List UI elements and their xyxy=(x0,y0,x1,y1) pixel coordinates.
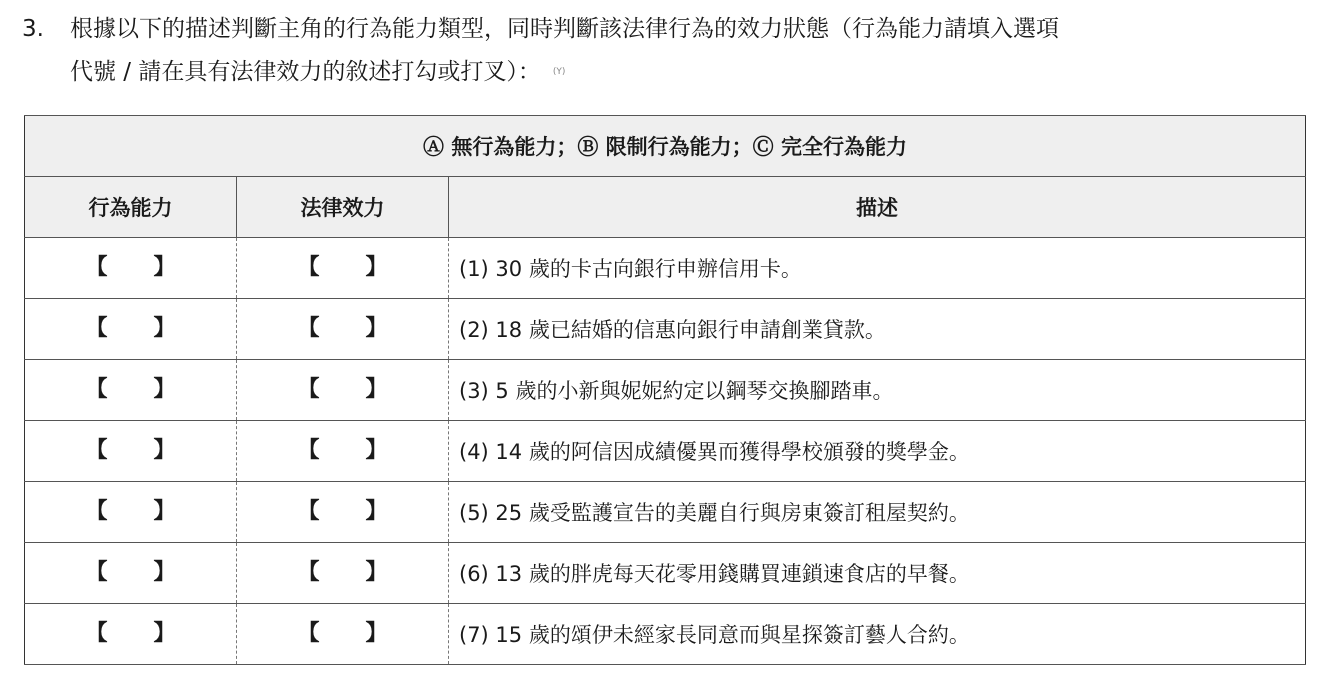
validity-answer-blank[interactable] xyxy=(298,250,388,281)
legend-text: Ⓐ 無行為能力；Ⓑ 限制行為能力；Ⓒ 完全行為能力 xyxy=(25,116,1306,177)
bracket-close: 】 xyxy=(365,438,388,463)
bracket-open: 【 xyxy=(85,499,108,524)
bracket-close: 】 xyxy=(365,377,388,402)
ability-answer-cell[interactable] xyxy=(25,421,237,482)
row-description: (4) 14 歲的阿信因成績優異而獲得學校頒發的獎學金。 xyxy=(449,421,1306,482)
validity-answer-blank[interactable] xyxy=(298,372,388,403)
legend-row xyxy=(25,116,1306,177)
question-tag: (Y) xyxy=(552,67,566,77)
validity-answer-cell[interactable] xyxy=(237,238,449,299)
validity-answer-blank[interactable] xyxy=(298,433,388,464)
bracket-close: 】 xyxy=(153,621,176,646)
validity-answer-blank[interactable] xyxy=(298,494,388,525)
bracket-close: 】 xyxy=(153,560,176,585)
table-row xyxy=(25,543,1306,604)
bracket-close: 】 xyxy=(365,255,388,280)
ability-answer-cell[interactable] xyxy=(25,299,237,360)
table-row xyxy=(25,421,1306,482)
bracket-open: 【 xyxy=(85,255,108,280)
bracket-open: 【 xyxy=(297,560,320,585)
answer-table xyxy=(24,115,1306,665)
bracket-close: 】 xyxy=(153,377,176,402)
bracket-open: 【 xyxy=(85,377,108,402)
bracket-close: 】 xyxy=(365,621,388,646)
table-row xyxy=(25,299,1306,360)
row-description: (1) 30 歲的卡古向銀行申辦信用卡。 xyxy=(449,238,1306,299)
validity-answer-cell[interactable] xyxy=(237,421,449,482)
bracket-close: 】 xyxy=(365,499,388,524)
ability-answer-cell[interactable] xyxy=(25,360,237,421)
header-description: 描述 xyxy=(449,177,1306,238)
table-body xyxy=(25,238,1306,665)
question-text xyxy=(22,8,1312,94)
row-description: (6) 13 歲的胖虎每天花零用錢購買連鎖速食店的早餐。 xyxy=(449,543,1306,604)
bracket-open: 【 xyxy=(85,560,108,585)
row-description: (3) 5 歲的小新與妮妮約定以鋼琴交換腳踏車。 xyxy=(449,360,1306,421)
row-description: (2) 18 歲已結婚的信惠向銀行申請創業貸款。 xyxy=(449,299,1306,360)
table-row xyxy=(25,238,1306,299)
question-line-2-text: 代號 / 請在具有法律效力的敘述打勾或打叉）： xyxy=(70,59,541,85)
validity-answer-cell[interactable] xyxy=(237,543,449,604)
ability-answer-blank[interactable] xyxy=(86,311,176,342)
ability-answer-cell[interactable] xyxy=(25,482,237,543)
validity-answer-cell[interactable] xyxy=(237,604,449,665)
validity-answer-cell[interactable] xyxy=(237,299,449,360)
table-row xyxy=(25,482,1306,543)
bracket-open: 【 xyxy=(297,316,320,341)
bracket-close: 】 xyxy=(365,560,388,585)
bracket-close: 】 xyxy=(365,316,388,341)
ability-answer-cell[interactable] xyxy=(25,604,237,665)
question-line-1 xyxy=(22,8,1312,51)
ability-answer-blank[interactable] xyxy=(86,616,176,647)
question-line-1-text: 根據以下的描述判斷主角的行為能力類型，同時判斷該法律行為的效力狀態（行為能力請填入選項 xyxy=(70,16,1059,42)
bracket-open: 【 xyxy=(297,499,320,524)
bracket-open: 【 xyxy=(85,621,108,646)
question-line-2 xyxy=(22,51,1312,94)
ability-answer-cell[interactable] xyxy=(25,238,237,299)
bracket-open: 【 xyxy=(297,255,320,280)
row-description: (7) 15 歲的頌伊未經家長同意而與星探簽訂藝人合約。 xyxy=(449,604,1306,665)
question-number: 3. xyxy=(22,16,44,42)
row-description: (5) 25 歲受監護宣告的美麗自行與房東簽訂租屋契約。 xyxy=(449,482,1306,543)
ability-answer-blank[interactable] xyxy=(86,555,176,586)
ability-answer-blank[interactable] xyxy=(86,433,176,464)
validity-answer-blank[interactable] xyxy=(298,616,388,647)
ability-answer-blank[interactable] xyxy=(86,250,176,281)
validity-answer-blank[interactable] xyxy=(298,311,388,342)
bracket-open: 【 xyxy=(85,316,108,341)
table-row xyxy=(25,604,1306,665)
header-ability: 行為能力 xyxy=(25,177,237,238)
bracket-open: 【 xyxy=(297,438,320,463)
ability-answer-blank[interactable] xyxy=(86,494,176,525)
bracket-open: 【 xyxy=(85,438,108,463)
bracket-open: 【 xyxy=(297,377,320,402)
bracket-close: 】 xyxy=(153,438,176,463)
validity-answer-cell[interactable] xyxy=(237,360,449,421)
bracket-close: 】 xyxy=(153,316,176,341)
validity-answer-cell[interactable] xyxy=(237,482,449,543)
table-row xyxy=(25,360,1306,421)
bracket-close: 】 xyxy=(153,499,176,524)
ability-answer-blank[interactable] xyxy=(86,372,176,403)
header-validity: 法律效力 xyxy=(237,177,449,238)
header-row xyxy=(25,177,1306,238)
bracket-open: 【 xyxy=(297,621,320,646)
bracket-close: 】 xyxy=(153,255,176,280)
ability-answer-cell[interactable] xyxy=(25,543,237,604)
validity-answer-blank[interactable] xyxy=(298,555,388,586)
